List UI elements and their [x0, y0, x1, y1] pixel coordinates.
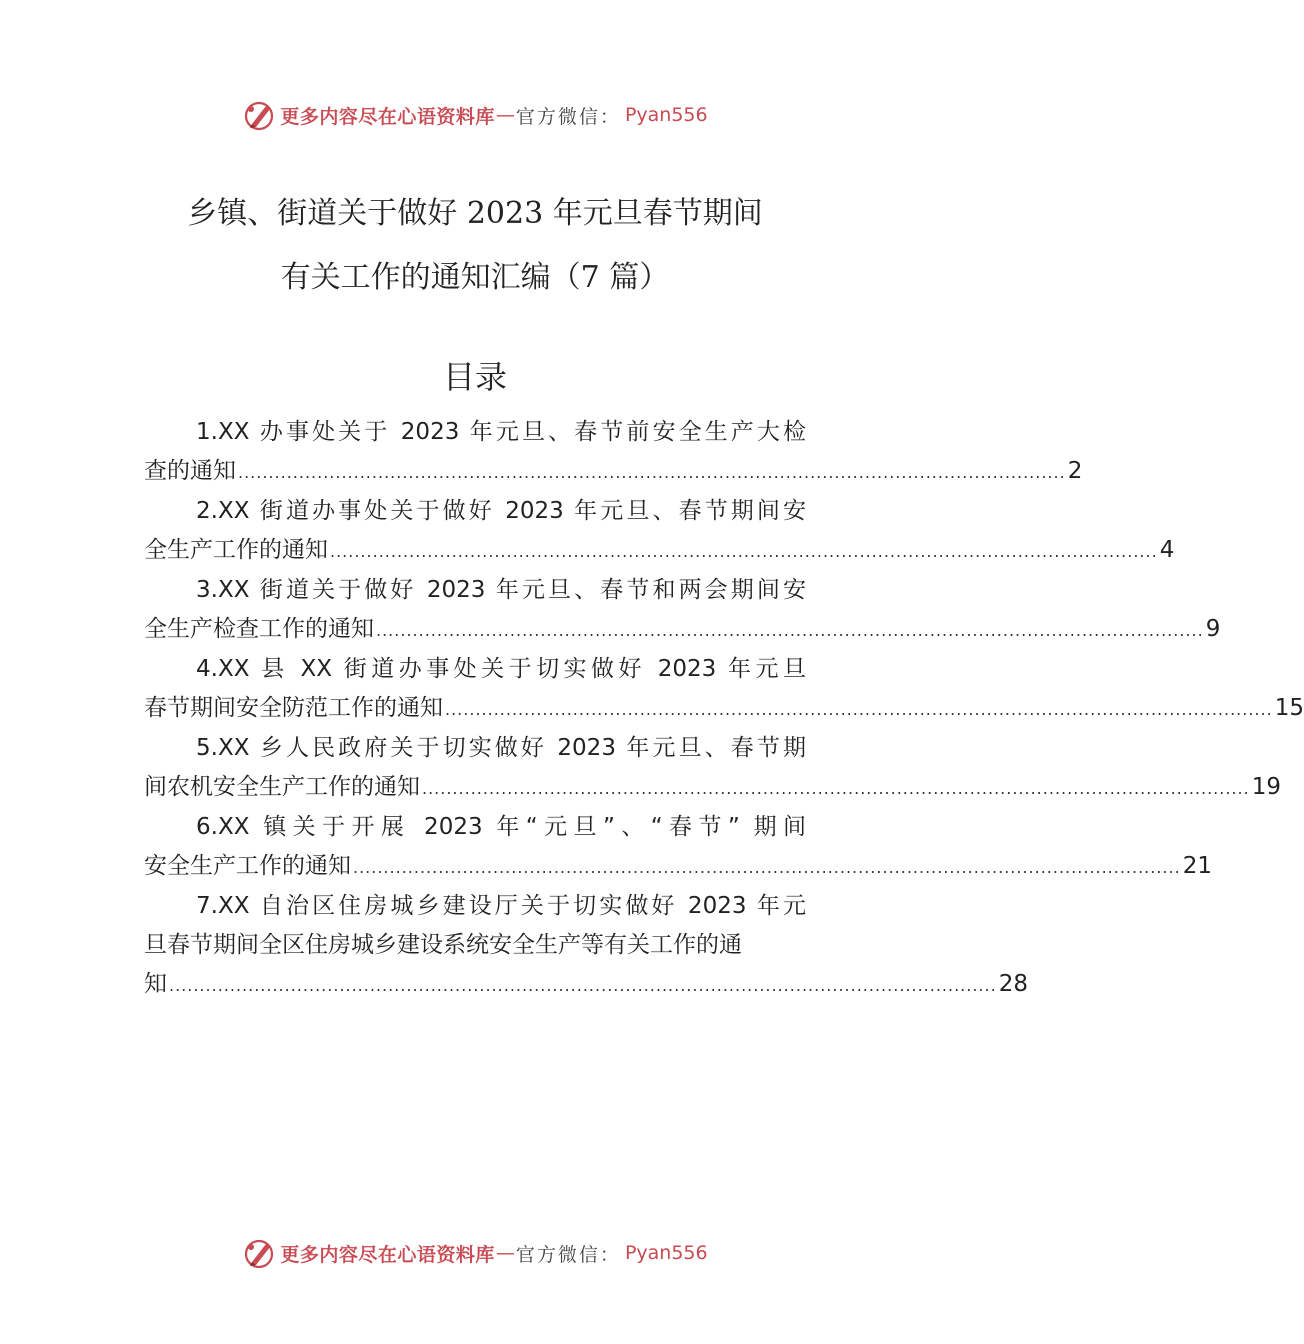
- pen-logo-icon: [242, 98, 276, 132]
- toc-dot-leader: ........................................................................................................................................: [353, 858, 1181, 877]
- toc-entry-title: 1.XX 办事处关于 2023 年元旦、春节前安全生产大检: [196, 419, 806, 445]
- toc-entry-4[interactable]: [144, 650, 1304, 729]
- toc-entry-6[interactable]: [144, 808, 1212, 887]
- toc-entry-title-cont: 间农机安全生产工作的通知: [144, 774, 420, 800]
- toc-entry-title: 4.XX 县 XX 街道办事处关于切实做好 2023 年元旦: [196, 656, 806, 682]
- toc-page-number: 2: [1067, 458, 1083, 484]
- toc-entry-title: 7.XX 自治区住房城乡建设厅关于切实做好 2023 年元: [196, 893, 806, 919]
- header-watermark-banner: [0, 95, 950, 135]
- watermark-account: Pyan556: [624, 1242, 708, 1264]
- toc-entry-7[interactable]: [144, 887, 1028, 1005]
- toc-entry-title-cont: 查的通知: [144, 458, 236, 484]
- toc-entry-title-cont: 知: [144, 971, 167, 997]
- toc-entry-5[interactable]: [144, 729, 1281, 808]
- toc-entry-title: 3.XX 街道关于做好 2023 年元旦、春节和两会期间安: [196, 577, 806, 603]
- toc-dot-leader: ........................................................................................................................................: [330, 542, 1158, 561]
- toc-dot-leader: ........................................................................................................................................: [422, 779, 1250, 798]
- toc-dot-leader: ........................................................................................................................................: [376, 621, 1204, 640]
- toc-entry-title-cont: 全生产检查工作的通知: [144, 616, 374, 642]
- document-title-line-2: 有关工作的通知汇编（7 篇）: [280, 260, 670, 295]
- toc-page-number: 9: [1205, 616, 1221, 642]
- watermark-brand: 更多内容尽在心语资料库: [280, 1243, 495, 1266]
- toc-page-number: 4: [1159, 537, 1175, 563]
- document-title-line-1: 乡镇、街道关于做好 2023 年元旦春节期间: [187, 196, 763, 231]
- toc-entry-title: 5.XX 乡人民政府关于切实做好 2023 年元旦、春节期: [196, 735, 806, 761]
- toc-dot-leader: ........................................................................................................................................: [445, 700, 1273, 719]
- toc-entry-title: 2.XX 街道办事处关于做好 2023 年元旦、春节期间安: [196, 498, 806, 524]
- toc-entry-title-cont: 全生产工作的通知: [144, 537, 328, 563]
- toc-dot-leader: ........................................................................................................................................: [238, 463, 1066, 482]
- toc-entry-1[interactable]: [144, 413, 1083, 492]
- toc-entry-2[interactable]: [144, 492, 1175, 571]
- watermark-wechat-label: 官方微信：: [515, 1243, 621, 1266]
- table-of-contents: [144, 413, 1304, 1005]
- watermark-wechat-label: 官方微信：: [515, 105, 621, 128]
- pen-logo-icon: [242, 1236, 276, 1270]
- watermark-dash: —: [495, 1242, 515, 1264]
- toc-heading: 目录: [442, 358, 507, 396]
- toc-page-number: 28: [998, 971, 1028, 997]
- toc-entry-title-cont: 旦春节期间全区住房城乡建设系统安全生产等有关工作的通: [144, 932, 742, 958]
- toc-page-number: 19: [1251, 774, 1281, 800]
- footer-watermark-banner: [0, 1233, 950, 1273]
- toc-page-number: 15: [1274, 695, 1304, 721]
- watermark-account: Pyan556: [624, 104, 708, 126]
- toc-page-number: 21: [1182, 853, 1212, 879]
- toc-entry-3[interactable]: [144, 571, 1221, 650]
- toc-entry-title: 6.XX 镇关于开展 2023 年“元旦”、“春节” 期间: [196, 814, 806, 840]
- watermark-dash: —: [495, 104, 515, 126]
- toc-entry-title-cont: 安全生产工作的通知: [144, 853, 351, 879]
- toc-entry-title-cont: 春节期间安全防范工作的通知: [144, 695, 443, 721]
- toc-dot-leader: ........................................................................................................................................: [169, 976, 997, 995]
- watermark-brand: 更多内容尽在心语资料库: [280, 105, 495, 128]
